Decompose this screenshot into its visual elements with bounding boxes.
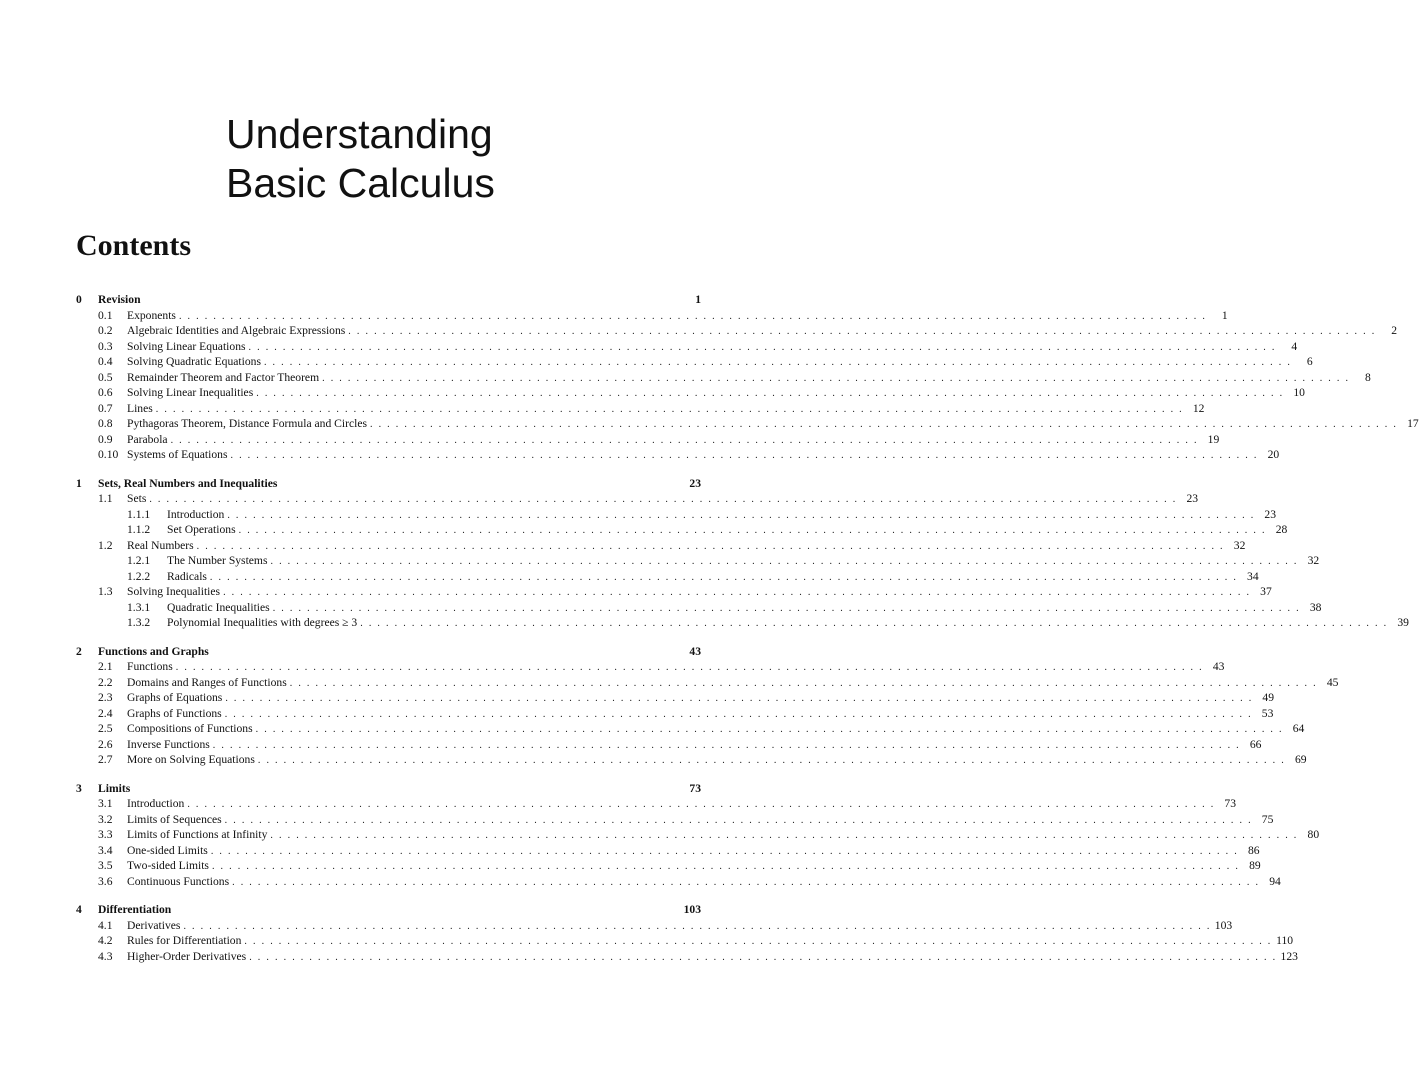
toc-dot-leader: . . . . . . . . . . . . . . . . . . . . . . . . . . . . . . . . . . . . . . . . . . . . . . . . . . . . . . . . . . . . . . . . . . . . . . . . . . . . . . . . . . . . . . . . . . . . . . . . . . . . . . . . . . . . . . . . . . . . . . . . (224, 814, 1253, 826)
toc-entry-number: 1 (76, 476, 82, 490)
toc-entry-number: 2.1 (98, 660, 113, 673)
toc-entry-page: 123 (1280, 949, 1298, 963)
title-line-2: Basic Calculus (226, 160, 495, 206)
toc-section-row[interactable] (76, 538, 1246, 554)
toc-entry-title: Lines (127, 401, 153, 415)
toc-dot-leader: . . . . . . . . . . . . . . . . . . . . . . . . . . . . . . . . . . . . . . . . . . . . . . . . . . . . . . . . . . . . . . . . . . . . . . . . . . . . . . . . . . . . . . . . . . . . . . . . . . . . . . . . . . . . . . . . . . . . . . . . (348, 326, 1376, 337)
toc-dot-leader: . . . . . . . . . . . . . . . . . . . . . . . . . . . . . . . . . . . . . . . . . . . . . . . . . . . . . . . . . . . . . . . . . . . . . . . . . . . . . . . . . . . . . . . . . . . . . . . . . . . . . . . . . . . . . . . . . . . . . . . . (225, 693, 1254, 704)
toc-entry-title: Revision (98, 293, 141, 306)
toc-entry-title: Rules for Differentiation (127, 934, 242, 947)
toc-entry-number: 1.3.2 (127, 616, 151, 629)
toc-section-row[interactable] (76, 385, 1305, 401)
toc-dot-leader: . . . . . . . . . . . . . . . . . . . . . . . . . . . . . . . . . . . . . . . . . . . . . . . . . . . . . . . . . . . . . . . . . . . . . . . . . . . . . . . . . . . . . . . . . . . . . . . . . . . . . . . . . . . . . . . . . . . . . . . . (289, 677, 1318, 689)
toc-entry-title: Differentiation (98, 903, 172, 916)
toc-dot-leader: . . . . . . . . . . . . . . . . . . . . . . . . . . . . . . . . . . . . . . . . . . . . . . . . . . . . . . . . . . . . . . . . . . . . . . . . . . . . . . . . . . . . . . . . . . . . . . . . . . . . . . . . . . . . . . . . . . . . . . . . (263, 357, 1292, 368)
toc-entry-title: Quadratic Inequalities (167, 600, 270, 614)
toc-subsection-row[interactable] (76, 553, 1320, 569)
toc-chapter-row[interactable] (76, 292, 701, 308)
toc-entry-number: 1.1.2 (127, 523, 151, 536)
toc-entry-page: 6 (1306, 355, 1313, 368)
toc-subsection-row[interactable] (76, 600, 1322, 616)
toc-entry-title: More on Solving Equations (127, 753, 255, 766)
toc-section-row[interactable] (76, 796, 1237, 812)
toc-dot-leader: . . . . . . . . . . . . . . . . . . . . . . . . . . . . . . . . . . . . . . . . . . . . . . . . . . . . . . . . . . . . . . . . . . . . . . . . . . . . . . . . . . . . . . . . . . . . . . . . . . . . . . . . . . . . . . . . . . . . . . . . (270, 830, 1299, 841)
toc-entry-title: Introduction (127, 797, 185, 810)
toc-entry-title: Solving Linear Equations (127, 339, 246, 353)
toc-section-row[interactable] (76, 752, 1307, 768)
toc-dot-leader: . . . . . . . . . . . . . . . . . . . . . . . . . . . . . . . . . . . . . . . . . . . . . . . . . . . . . . . . . . . . . . . . . . . . . . . . . . . . . . . . . . . . . . . . . . . . . . . . . . . . . . . . . . . . . . . . . . . . . . . . (238, 525, 1267, 536)
toc-entry-number: 1.2.1 (127, 554, 151, 567)
toc-entry-page: 23 (1186, 492, 1199, 505)
toc-entry-number: 4.2 (98, 934, 113, 947)
toc-entry-page: 66 (1249, 737, 1262, 751)
toc-entry-title: Higher-Order Derivatives (127, 949, 247, 963)
toc-dot-leader: . . . . . . . . . . . . . . . . . . . . . . . . . . . . . . . . . . . . . . . . . . . . . . . . . . . . . . . . . . . . . . . . . . . . . . . . . . . . . . . . . . . . . . . . . . . . . . . . . . . . . . . . . . . . . . . . . . . . . . . . (230, 450, 1259, 461)
toc-chapter-block (76, 644, 1339, 768)
toc-section-row[interactable] (76, 308, 1228, 324)
toc-entry-number: 2.7 (98, 753, 113, 766)
toc-dot-leader: . . . . . . . . . . . . . . . . . . . . . . . . . . . . . . . . . . . . . . . . . . . . . . . . . . . . . . . . . . . . . . . . . . . . . . . . . . . . . . . . . . . . . . . . . . . . . . . . . . . . . . . . . . . . . . . . . . . . . . . . (248, 341, 1277, 353)
toc-entry-number: 3.2 (98, 812, 113, 826)
toc-entry-number: 0.3 (98, 339, 113, 353)
toc-entry-page: 10 (1293, 386, 1305, 399)
toc-entry-page: 20 (1267, 448, 1280, 461)
toc-entry-page: 73 (689, 781, 701, 795)
document-title (226, 110, 495, 208)
toc-dot-leader: . . . . . . . . . . . . . . . . . . . . . . . . . . . . . . . . . . . . . . . . . . . . . . . . . . . . . . . . . . . . . . . . . . . . . . . . . . . . . . . . . . . . . . . . . . . . . . . . . . . . . . . . . . . . . . . . . . . . . . . . (256, 388, 1284, 399)
toc-entry-number: 3.4 (98, 843, 113, 857)
toc-entry-title: Parabola (127, 432, 168, 446)
toc-entry-page: 32 (1307, 554, 1320, 567)
toc-dot-leader: . . . . . . . . . . . . . . . . . . . . . . . . . . . . . . . . . . . . . . . . . . . . . . . . . . . . . . . . . . . . . . . . . . . . . . . . . . . . . . . . . . . . . . . . . . . . . . . . . . . . . . . . . . . . . . . . . . . . . . . . (175, 662, 1204, 673)
toc-dot-leader: . . . . . . . . . . . . . . . . . . . . . . . . . . . . . . . . . . . . . . . . . . . . . . . . . . . . . . . . . . . . . . . . . . . . . . . . . . . . . . . . . . . . . . . . . . . . . . . . . . . . . . . . . . . . . . . . . . . . . . . . (270, 556, 1299, 567)
toc-section-row[interactable] (76, 933, 1294, 949)
toc-entry-page: 103 (1214, 918, 1233, 932)
toc-entry-number: 0.1 (98, 308, 113, 322)
toc-entry-title: Set Operations (167, 523, 236, 536)
toc-entry-page: 32 (1233, 538, 1246, 552)
toc-entry-title: The Number Systems (167, 554, 268, 567)
toc-entry-page: 103 (683, 903, 701, 916)
toc-entry-title: One-sided Limits (127, 843, 208, 857)
toc-entry-page: 8 (1365, 370, 1371, 384)
toc-entry-title: Limits of Sequences (127, 812, 222, 826)
toc-entry-number: 0.7 (98, 401, 113, 415)
toc-entry-number: 1.3.1 (127, 600, 151, 614)
toc-dot-leader: . . . . . . . . . . . . . . . . . . . . . . . . . . . . . . . . . . . . . . . . . . . . . . . . . . . . . . . . . . . . . . . . . . . . . . . . . . . . . . . . . . . . . . . . . . . . . . . . . . . . . . . . . . . . . . . . . . . . . . . . (227, 509, 1256, 521)
toc-dot-leader: . . . . . . . . . . . . . . . . . . . . . . . . . . . . . . . . . . . . . . . . . . . . . . . . . . . . . . . . . . . . . . . . . . . . . . . . . . . . . . . . . . . . . . . . . . . . . . . . . . . . . . . . . . . . . . . . . . . . . . . . (257, 755, 1286, 766)
toc-entry-page: 34 (1247, 569, 1259, 583)
toc-entry-number: 2.5 (98, 722, 113, 735)
toc-entry-page: 45 (1326, 675, 1339, 689)
toc-entry-title: Domains and Ranges of Functions (127, 675, 287, 689)
toc-dot-leader: . . . . . . . . . . . . . . . . . . . . . . . . . . . . . . . . . . . . . . . . . . . . . . . . . . . . . . . . . . . . . . . . . . . . . . . . . . . . . . . . . . . . . . . . . . . . . . . . . . . . . . . . . . . . . . . . . . . . . . . . (272, 602, 1301, 614)
toc-entry-title: Sets, Real Numbers and Inequalities (98, 476, 278, 490)
toc-entry-number: 0.4 (98, 355, 113, 368)
toc-entry-number: 2 (76, 644, 82, 658)
toc-entry-title: Graphs of Equations (127, 691, 223, 704)
toc-section-row[interactable] (76, 401, 1205, 417)
toc-entry-title: Compositions of Functions (127, 722, 253, 735)
toc-entry-page: 4 (1291, 339, 1298, 353)
toc-entry-title: Continuous Functions (127, 874, 230, 888)
toc-dot-leader: . . . . . . . . . . . . . . . . . . . . . . . . . . . . . . . . . . . . . . . . . . . . . . . . . . . . . . . . . . . . . . . . . . . . . . . . . . . . . . . . . . . . . . . . . . . . . . . . . . . . . . . . . . . . . . . . . . . . . . . . (232, 876, 1260, 888)
toc-entry-number: 4.1 (98, 918, 113, 932)
toc-chapter-row[interactable] (76, 644, 701, 660)
toc-entry-title: Solving Inequalities (127, 585, 221, 598)
toc-entry-number: 2.6 (98, 737, 113, 751)
toc-entry-title: Radicals (167, 569, 207, 583)
toc-section-row[interactable] (76, 339, 1298, 355)
toc-entry-title: Solving Linear Inequalities (127, 386, 254, 399)
toc-dot-leader: . . . . . . . . . . . . . . . . . . . . . . . . . . . . . . . . . . . . . . . . . . . . . . . . . . . . . . . . . . . . . . . . . . . . . . . . . . . . . . . . . . . . . . . . . . . . . . . . . . . . . . . . . . . . . . . . . . . . . . . . (369, 419, 1398, 430)
toc-entry-page: 89 (1249, 859, 1261, 872)
toc-dot-leader: . . . . . . . . . . . . . . . . . . . . . . . . . . . . . . . . . . . . . . . . . . . . . . . . . . . . . . . . . . . . . . . . . . . . . . . . . . . . . . . . . . . . . . . . . . . . . . . . . . . . . . . . . . . . . . . . . . . . . . . . (322, 372, 1350, 384)
toc-entry-title: Two-sided Limits (127, 859, 209, 872)
toc-entry-page: 37 (1260, 585, 1272, 598)
toc-entry-page: 1 (1221, 308, 1228, 322)
toc-entry-title: Limits of Functions at Infinity (127, 828, 268, 841)
toc-chapter-row[interactable] (76, 781, 701, 797)
toc-dot-leader: . . . . . . . . . . . . . . . . . . . . . . . . . . . . . . . . . . . . . . . . . . . . . . . . . . . . . . . . . . . . . . . . . . . . . . . . . . . . . . . . . . . . . . . . . . . . . . . . . . . . . . . . . . . . . . . . . . . . . . . . (196, 540, 1225, 552)
toc-entry-page: 75 (1261, 812, 1274, 826)
toc-dot-leader: . . . . . . . . . . . . . . . . . . . . . . . . . . . . . . . . . . . . . . . . . . . . . . . . . . . . . . . . . . . . . . . . . . . . . . . . . . . . . . . . . . . . . . . . . . . . . . . . . . . . . . . . . . . . . . . . . . . . . . . . (209, 571, 1238, 583)
toc-entry-page: 23 (689, 476, 701, 490)
toc-section-row[interactable] (76, 706, 1274, 722)
toc-entry-number: 1.1.1 (127, 507, 151, 521)
toc-section-row[interactable] (76, 370, 1371, 386)
toc-entry-number: 2.4 (98, 706, 113, 720)
toc-entry-number: 3 (76, 781, 82, 795)
toc-entry-number: 0.6 (98, 386, 113, 399)
toc-entry-title: Graphs of Functions (127, 706, 222, 720)
toc-section-row[interactable] (76, 447, 1280, 463)
toc-section-row[interactable] (76, 659, 1225, 675)
toc-section-row[interactable] (76, 843, 1260, 859)
toc-subsection-row[interactable] (76, 522, 1288, 538)
toc-entry-number: 2.3 (98, 691, 113, 704)
toc-entry-number: 2.2 (98, 675, 113, 689)
toc-section-row[interactable] (76, 675, 1339, 691)
toc-entry-page: 43 (689, 644, 701, 658)
toc-dot-leader: . . . . . . . . . . . . . . . . . . . . . . . . . . . . . . . . . . . . . . . . . . . . . . . . . . . . . . . . . . . . . . . . . . . . . . . . . . . . . . . . . . . . . . . . . . . . . . . . . . . . . . . . . . . . . . . . . . . . . . . . (255, 724, 1284, 735)
table-of-contents (76, 292, 1419, 977)
toc-dot-leader: . . . . . . . . . . . . . . . . . . . . . . . . . . . . . . . . . . . . . . . . . . . . . . . . . . . . . . . . . . . . . . . . . . . . . . . . . . . . . . . . . . . . . . . . . . . . . . . . . . . . . . . . . . . . . . . . . . . . . . . . (249, 951, 1277, 963)
toc-section-row[interactable] (76, 737, 1262, 753)
toc-entry-title: Inverse Functions (127, 737, 210, 751)
toc-entry-page: 39 (1397, 616, 1409, 629)
toc-section-row[interactable] (76, 584, 1272, 600)
toc-section-row[interactable] (76, 432, 1220, 448)
toc-entry-page: 86 (1247, 843, 1260, 857)
toc-entry-number: 3.3 (98, 828, 113, 841)
toc-entry-number: 3.6 (98, 874, 113, 888)
toc-entry-number: 4.3 (98, 949, 113, 963)
toc-section-row[interactable] (76, 323, 1397, 339)
toc-dot-leader: . . . . . . . . . . . . . . . . . . . . . . . . . . . . . . . . . . . . . . . . . . . . . . . . . . . . . . . . . . . . . . . . . . . . . . . . . . . . . . . . . . . . . . . . . . . . . . . . . . . . . . . . . . . . . . . . . . . . . . . . (223, 587, 1251, 598)
toc-entry-page: 53 (1261, 706, 1274, 720)
toc-entry-page: 110 (1276, 934, 1294, 947)
toc-section-row[interactable] (76, 949, 1298, 965)
toc-entry-page: 43 (1212, 660, 1225, 673)
toc-section-row[interactable] (76, 858, 1261, 874)
toc-dot-leader: . . . . . . . . . . . . . . . . . . . . . . . . . . . . . . . . . . . . . . . . . . . . . . . . . . . . . . . . . . . . . . . . . . . . . . . . . . . . . . . . . . . . . . . . . . . . . . . . . . . . . . . . . . . . . . . . . . . . . . . . (155, 403, 1184, 415)
toc-entry-number: 0.2 (98, 324, 113, 337)
toc-section-row[interactable] (76, 827, 1320, 843)
toc-entry-title: Derivatives (127, 918, 181, 932)
toc-entry-number: 1.1 (98, 492, 113, 505)
toc-dot-leader: . . . . . . . . . . . . . . . . . . . . . . . . . . . . . . . . . . . . . . . . . . . . . . . . . . . . . . . . . . . . . . . . . . . . . . . . . . . . . . . . . . . . . . . . . . . . . . . . . . . . . . . . . . . . . . . . . . . . . . . . (187, 799, 1216, 810)
toc-entry-page: 69 (1294, 753, 1307, 766)
title-line-1: Understanding (226, 111, 493, 157)
toc-dot-leader: . . . . . . . . . . . . . . . . . . . . . . . . . . . . . . . . . . . . . . . . . . . . . . . . . . . . . . . . . . . . . . . . . . . . . . . . . . . . . . . . . . . . . . . . . . . . . . . . . . . . . . . . . . . . . . . . . . . . . . . . (178, 310, 1207, 322)
toc-entry-number: 0.8 (98, 417, 113, 430)
toc-subsection-row[interactable] (76, 569, 1259, 585)
toc-entry-page: 64 (1292, 722, 1305, 735)
toc-entry-title: Solving Quadratic Equations (127, 355, 261, 368)
toc-entry-page: 49 (1262, 691, 1275, 704)
toc-section-row[interactable] (76, 416, 1419, 432)
toc-section-row[interactable] (76, 918, 1233, 934)
toc-dot-leader: . . . . . . . . . . . . . . . . . . . . . . . . . . . . . . . . . . . . . . . . . . . . . . . . . . . . . . . . . . . . . . . . . . . . . . . . . . . . . . . . . . . . . . . . . . . . . . . . . . . . . . . . . . . . . . . . . . . . . . . . (212, 739, 1241, 751)
toc-entry-number: 3.1 (98, 797, 113, 810)
toc-entry-title: Algebraic Identities and Algebraic Expressions (127, 324, 346, 337)
toc-entry-title: Limits (98, 781, 131, 795)
toc-entry-title: Introduction (167, 507, 225, 521)
toc-dot-leader: . . . . . . . . . . . . . . . . . . . . . . . . . . . . . . . . . . . . . . . . . . . . . . . . . . . . . . . . . . . . . . . . . . . . . . . . . . . . . . . . . . . . . . . . . . . . . . . . . . . . . . . . . . . . . . . . . . . . . . . . (170, 434, 1199, 446)
toc-entry-number: 1.2 (98, 538, 113, 552)
toc-entry-number: 0.9 (98, 432, 113, 446)
toc-entry-page: 17 (1407, 417, 1419, 430)
toc-chapter-block (76, 781, 1320, 890)
toc-entry-number: 0.10 (98, 448, 119, 461)
toc-entry-page: 12 (1192, 401, 1205, 415)
toc-dot-leader: . . . . . . . . . . . . . . . . . . . . . . . . . . . . . . . . . . . . . . . . . . . . . . . . . . . . . . . . . . . . . . . . . . . . . . . . . . . . . . . . . . . . . . . . . . . . . . . . . . . . . . . . . . . . . . . . . . . . . . . . (211, 861, 1240, 872)
toc-chapter-row[interactable] (76, 476, 701, 492)
toc-entry-title: Functions and Graphs (98, 644, 209, 658)
toc-section-row[interactable] (76, 721, 1305, 737)
toc-entry-page: 38 (1309, 600, 1322, 614)
toc-entry-page: 73 (1224, 797, 1237, 810)
toc-entry-number: 3.5 (98, 859, 113, 872)
toc-dot-leader: . . . . . . . . . . . . . . . . . . . . . . . . . . . . . . . . . . . . . . . . . . . . . . . . . . . . . . . . . . . . . . . . . . . . . . . . . . . . . . . . . . . . . . . . . . . . . . . . . . . . . . . . . . . . . . . . . . . . . . . . (210, 845, 1239, 857)
toc-entry-number: 1.2.2 (127, 569, 151, 583)
toc-entry-page: 19 (1207, 432, 1220, 446)
toc-entry-page: 1 (695, 293, 701, 306)
toc-dot-leader: . . . . . . . . . . . . . . . . . . . . . . . . . . . . . . . . . . . . . . . . . . . . . . . . . . . . . . . . . . . . . . . . . . . . . . . . . . . . . . . . . . . . . . . . . . . . . . . . . . . . . . . . . . . . . . . . . . . . . . . . (149, 494, 1178, 505)
toc-section-row[interactable] (76, 874, 1281, 890)
toc-chapter-block (76, 902, 1298, 964)
toc-entry-number: 4 (76, 903, 82, 916)
toc-section-row[interactable] (76, 812, 1274, 828)
toc-entry-title: Systems of Equations (127, 448, 228, 461)
toc-dot-leader: . . . . . . . . . . . . . . . . . . . . . . . . . . . . . . . . . . . . . . . . . . . . . . . . . . . . . . . . . . . . . . . . . . . . . . . . . . . . . . . . . . . . . . . . . . . . . . . . . . . . . . . . . . . . . . . . . . . . . . . . (244, 936, 1273, 947)
toc-chapter-block (76, 292, 1419, 463)
toc-entry-number: 0 (76, 293, 82, 306)
toc-entry-page: 28 (1275, 523, 1288, 536)
toc-entry-title: Polynomial Inequalities with degrees ≥ 3 (167, 616, 358, 629)
toc-chapter-block (76, 476, 1409, 631)
contents-heading: Contents (76, 229, 192, 262)
toc-subsection-row[interactable] (76, 507, 1277, 523)
toc-section-row[interactable] (76, 354, 1313, 370)
toc-entry-title: Real Numbers (127, 538, 194, 552)
toc-entry-number: 0.5 (98, 370, 113, 384)
toc-entry-page: 94 (1269, 874, 1281, 888)
toc-entry-title: Remainder Theorem and Factor Theorem (127, 370, 320, 384)
toc-dot-leader: . . . . . . . . . . . . . . . . . . . . . . . . . . . . . . . . . . . . . . . . . . . . . . . . . . . . . . . . . . . . . . . . . . . . . . . . . . . . . . . . . . . . . . . . . . . . . . . . . . . . . . . . . . . . . . . . . . . . . . . . (224, 708, 1253, 720)
toc-entry-page: 2 (1391, 324, 1397, 337)
toc-entry-number: 1.3 (98, 585, 113, 598)
toc-section-row[interactable] (76, 690, 1275, 706)
toc-entry-title: Exponents (127, 308, 176, 322)
toc-dot-leader: . . . . . . . . . . . . . . . . . . . . . . . . . . . . . . . . . . . . . . . . . . . . . . . . . . . . . . . . . . . . . . . . . . . . . . . . . . . . . . . . . . . . . . . . . . . . . . . . . . . . . . . . . . . . . . . . . . . . . . . . (360, 618, 1388, 629)
toc-entry-title: Sets (127, 492, 147, 505)
toc-entry-title: Functions (127, 660, 173, 673)
toc-dot-leader: . . . . . . . . . . . . . . . . . . . . . . . . . . . . . . . . . . . . . . . . . . . . . . . . . . . . . . . . . . . . . . . . . . . . . . . . . . . . . . . . . . . . . . . . . . . . . . . . . . . . . . . . . . . . . . . . . . . . . . . . (183, 920, 1212, 932)
toc-subsection-row[interactable] (76, 615, 1409, 631)
toc-section-row[interactable] (76, 491, 1199, 507)
toc-chapter-row[interactable] (76, 902, 701, 918)
toc-entry-page: 80 (1307, 828, 1320, 841)
toc-entry-title: Pythagoras Theorem, Distance Formula and Circles (127, 417, 367, 430)
toc-entry-page: 23 (1264, 507, 1277, 521)
